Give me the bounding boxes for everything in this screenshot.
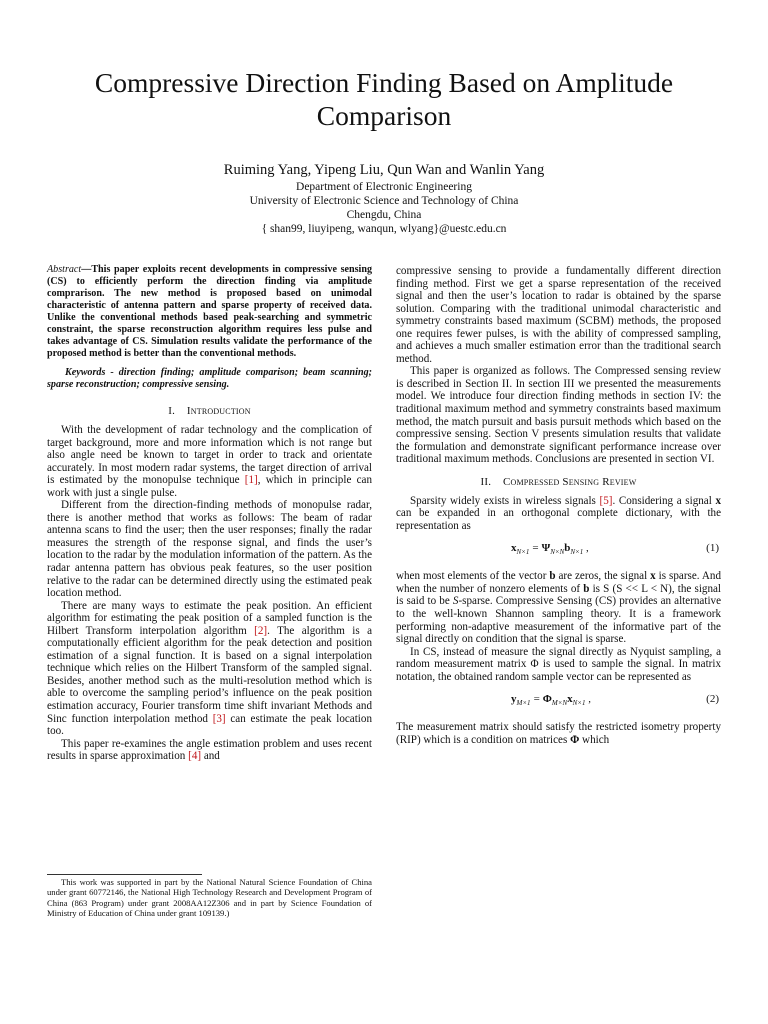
text-run: With the development of radar technology and the complication of target background, more and more information which is not range but also angle need be known to target in order to track and orientate accurately. In most modern radar systems, the target direction of arrival is estimated by the monopulse technique xyxy=(47,424,372,487)
equation-expression xyxy=(511,693,591,710)
citation-link[interactable]: [5] xyxy=(599,494,613,507)
eq-vector: b xyxy=(564,542,571,555)
eq-subscript: N×1 xyxy=(516,548,530,557)
eq-subscript: M×N xyxy=(551,699,568,708)
text-run: are zeros, the signal xyxy=(555,570,651,583)
math-symbol: x xyxy=(650,570,656,583)
eq-lhs: x xyxy=(511,542,517,555)
text-run: There are many ways to estimate the peak position. An efficient algorithm for estimating the peak position of a sampled function is the Hilbert Transform interpolation algorithm xyxy=(47,599,372,637)
citation-link[interactable]: [1] xyxy=(244,474,258,487)
eq-sign: = xyxy=(533,693,540,706)
intro-paragraph-4 xyxy=(47,738,372,763)
text-run: The measurement matrix should satisfy the restricted isometry property (RIP) which is a condition on matrices xyxy=(396,721,721,746)
left-column xyxy=(47,264,372,763)
text-run: when most elements of the vector xyxy=(396,570,550,583)
affiliation-block xyxy=(40,180,728,236)
text-run: and xyxy=(201,750,220,763)
equation-1 xyxy=(396,536,721,564)
citation-link[interactable]: [4] xyxy=(188,750,202,763)
paper-title: Compressive Direction Finding Based on Amplitude Comparison xyxy=(94,67,674,131)
text-run: is sparse. And when the number of nonzero elements of xyxy=(396,570,721,595)
text-run: -sparse. Compressive Sensing (CS) provides an alternative to the well-known Shannon sampling theory. It is a framework performing non-adaptive measurement of the informative part of the signal directly on condition that the signal is sparse. xyxy=(396,595,721,646)
affiliation-department: Department of Electronic Engineering xyxy=(296,181,472,193)
math-symbol: x xyxy=(715,494,721,507)
eq-lhs: y xyxy=(511,693,517,706)
text-run: can estimate the peak location too. xyxy=(47,712,372,738)
cs-paragraph-3: In CS, instead of measure the signal directly as Nyquist sampling, a random measurement matrix Φ is used to sample the signal. In matrix notation, the obtained random sample vector can be represented as xyxy=(396,645,721,683)
abstract-text: —This paper exploits recent developments in compressive sensing (CS) to efficiently perform the direction finding via amplitude comprarison. The new method is proposed based on unimodal characteristic of antenna pattern and sparse property of received data. Unlike the conventional methods based peak-searching and symmetric constraint, the sparse reconstruction algorithm requires less pulse and takes advantage of CS. Simulation results validate the performance of the proposed method is better than the conventional methods. xyxy=(47,264,372,359)
text-run: which xyxy=(579,733,610,746)
text-run: Sparsity widely exists in wireless signals xyxy=(410,494,600,507)
eq-sign: = xyxy=(532,542,539,555)
eq-vector: x xyxy=(567,693,573,706)
cs-paragraph-4 xyxy=(396,721,721,746)
eq-subscript: N×1 xyxy=(570,548,584,557)
eq-subscript: N×N xyxy=(550,548,565,557)
equation-2 xyxy=(396,687,721,715)
eq-punct: , xyxy=(583,542,589,555)
section-heading-cs-review xyxy=(396,476,721,489)
text-run: . The algorithm is a computationally efficient algorithm for the peak detection and position estimation of a signal function. It is based on a signal interpolation technique which relies on the Hilbert Transform of the sampled signal. Besides, another method such as the multi-resolution method which is able to overcome the sampling period’s influence on the peak position estimation accuracy, Fourier transform time shift invariant Methods and Sinc function interpolation method xyxy=(47,624,373,725)
eq-subscript: N×1 xyxy=(572,699,586,708)
abstract xyxy=(47,264,372,360)
affiliation-city: Chengdu, China xyxy=(346,209,422,221)
math-symbol: Φ xyxy=(570,733,580,746)
intro-paragraph-1 xyxy=(47,424,372,499)
abstract-label: Abstract xyxy=(47,264,82,275)
cs-paragraph-1 xyxy=(396,495,721,533)
text-run: is S (S << L < N), the signal is said to be xyxy=(396,582,722,608)
math-symbol: b xyxy=(583,582,590,595)
text-run: This paper re-examines the angle estimation problem and uses recent results in sparse approximation xyxy=(47,737,372,763)
text-run: can be expanded in an orthogonal complete dictionary, with the representation as xyxy=(396,507,721,532)
eq-matrix: Φ xyxy=(542,693,552,706)
math-symbol: S xyxy=(452,595,459,608)
right-column xyxy=(396,265,721,746)
intro-paragraph-4-continued: compressive sensing to provide a fundamentally different direction finding method. First we get a sparse representation of the received signal and then the user’s location to radar is obtained by the sparse solution. Comparing with the traditional unimodal characteristic and symmetry constraints based maximum (SCBM) methods, the proposed one requires fewer pulses, is with the ability of compressed sampling, and achieves a much smaller estimation error than the traditional search method. xyxy=(396,265,721,365)
cs-paragraph-2 xyxy=(396,570,721,645)
citation-link[interactable]: [2] xyxy=(254,624,268,637)
eq-punct: , xyxy=(585,693,592,706)
affiliation-university: University of Electronic Science and Technology of China xyxy=(249,195,519,207)
affiliation-email: { shan99, liuyipeng, wanqun, wlyang}@uestc.edu.cn xyxy=(261,223,507,235)
intro-paragraph-2: Different from the direction-finding methods of monopulse radar, there is another method that works as follows: The beam of radar antenna scans to find the user; then the user responses; finally the radar measures the strength of the response signal, and finds the user’s location to the radar by the modulation information of the pattern. As the radar antenna pattern has obvious peak features, so the user position relative to the radar can be determined directly using the estimated peak location method. xyxy=(47,499,372,600)
footnote-divider xyxy=(47,874,202,875)
section-title: Introduction xyxy=(186,405,251,417)
equation-number: (1) xyxy=(706,542,719,555)
section-heading-introduction xyxy=(47,405,372,418)
text-run: . Considering a signal xyxy=(612,494,716,507)
eq-matrix: Ψ xyxy=(541,542,551,555)
citation-link[interactable]: [3] xyxy=(212,712,226,725)
text-run: , which in principle can work with just a single pulse. xyxy=(47,474,372,499)
section-number: II. xyxy=(480,475,492,488)
footnote: This work was supported in part by the National Natural Science Foundation of China under grant 60772146, the National High Technology Research and Development Program of China (863 Program) under grant 2008AA12Z306 and in part by Science Foundation of Ministry of Education of China under grant 109139.) xyxy=(47,877,372,918)
section-number: I. xyxy=(168,405,176,417)
equation-number: (2) xyxy=(706,693,719,706)
math-symbol: b xyxy=(549,570,556,583)
keywords: Keywords - direction finding; amplitude comparison; beam scanning; sparse reconstruction; compressive sensing. xyxy=(47,367,372,390)
author-list: Ruiming Yang, Yipeng Liu, Qun Wan and Wanlin Yang xyxy=(223,162,545,178)
equation-expression xyxy=(511,542,589,559)
intro-paragraph-5: This paper is organized as follows. The Compressed sensing review is described in Section II. In section III we presented the measurements model. We introduce four direction finding methods in section IV: the traditional maximum method and symmetry constraints based maximum method, the match pursuit and basis pursuit methods which based on the compressive sensing. Section V presents simulation results that validate the formulation and demonstrate significant performance increase over traditional maximum methods. Conclusions are presented in section VI. xyxy=(396,365,721,466)
eq-subscript: M×1 xyxy=(516,699,531,708)
intro-paragraph-3 xyxy=(47,600,372,738)
section-title: Compressed Sensing Review xyxy=(502,475,637,488)
